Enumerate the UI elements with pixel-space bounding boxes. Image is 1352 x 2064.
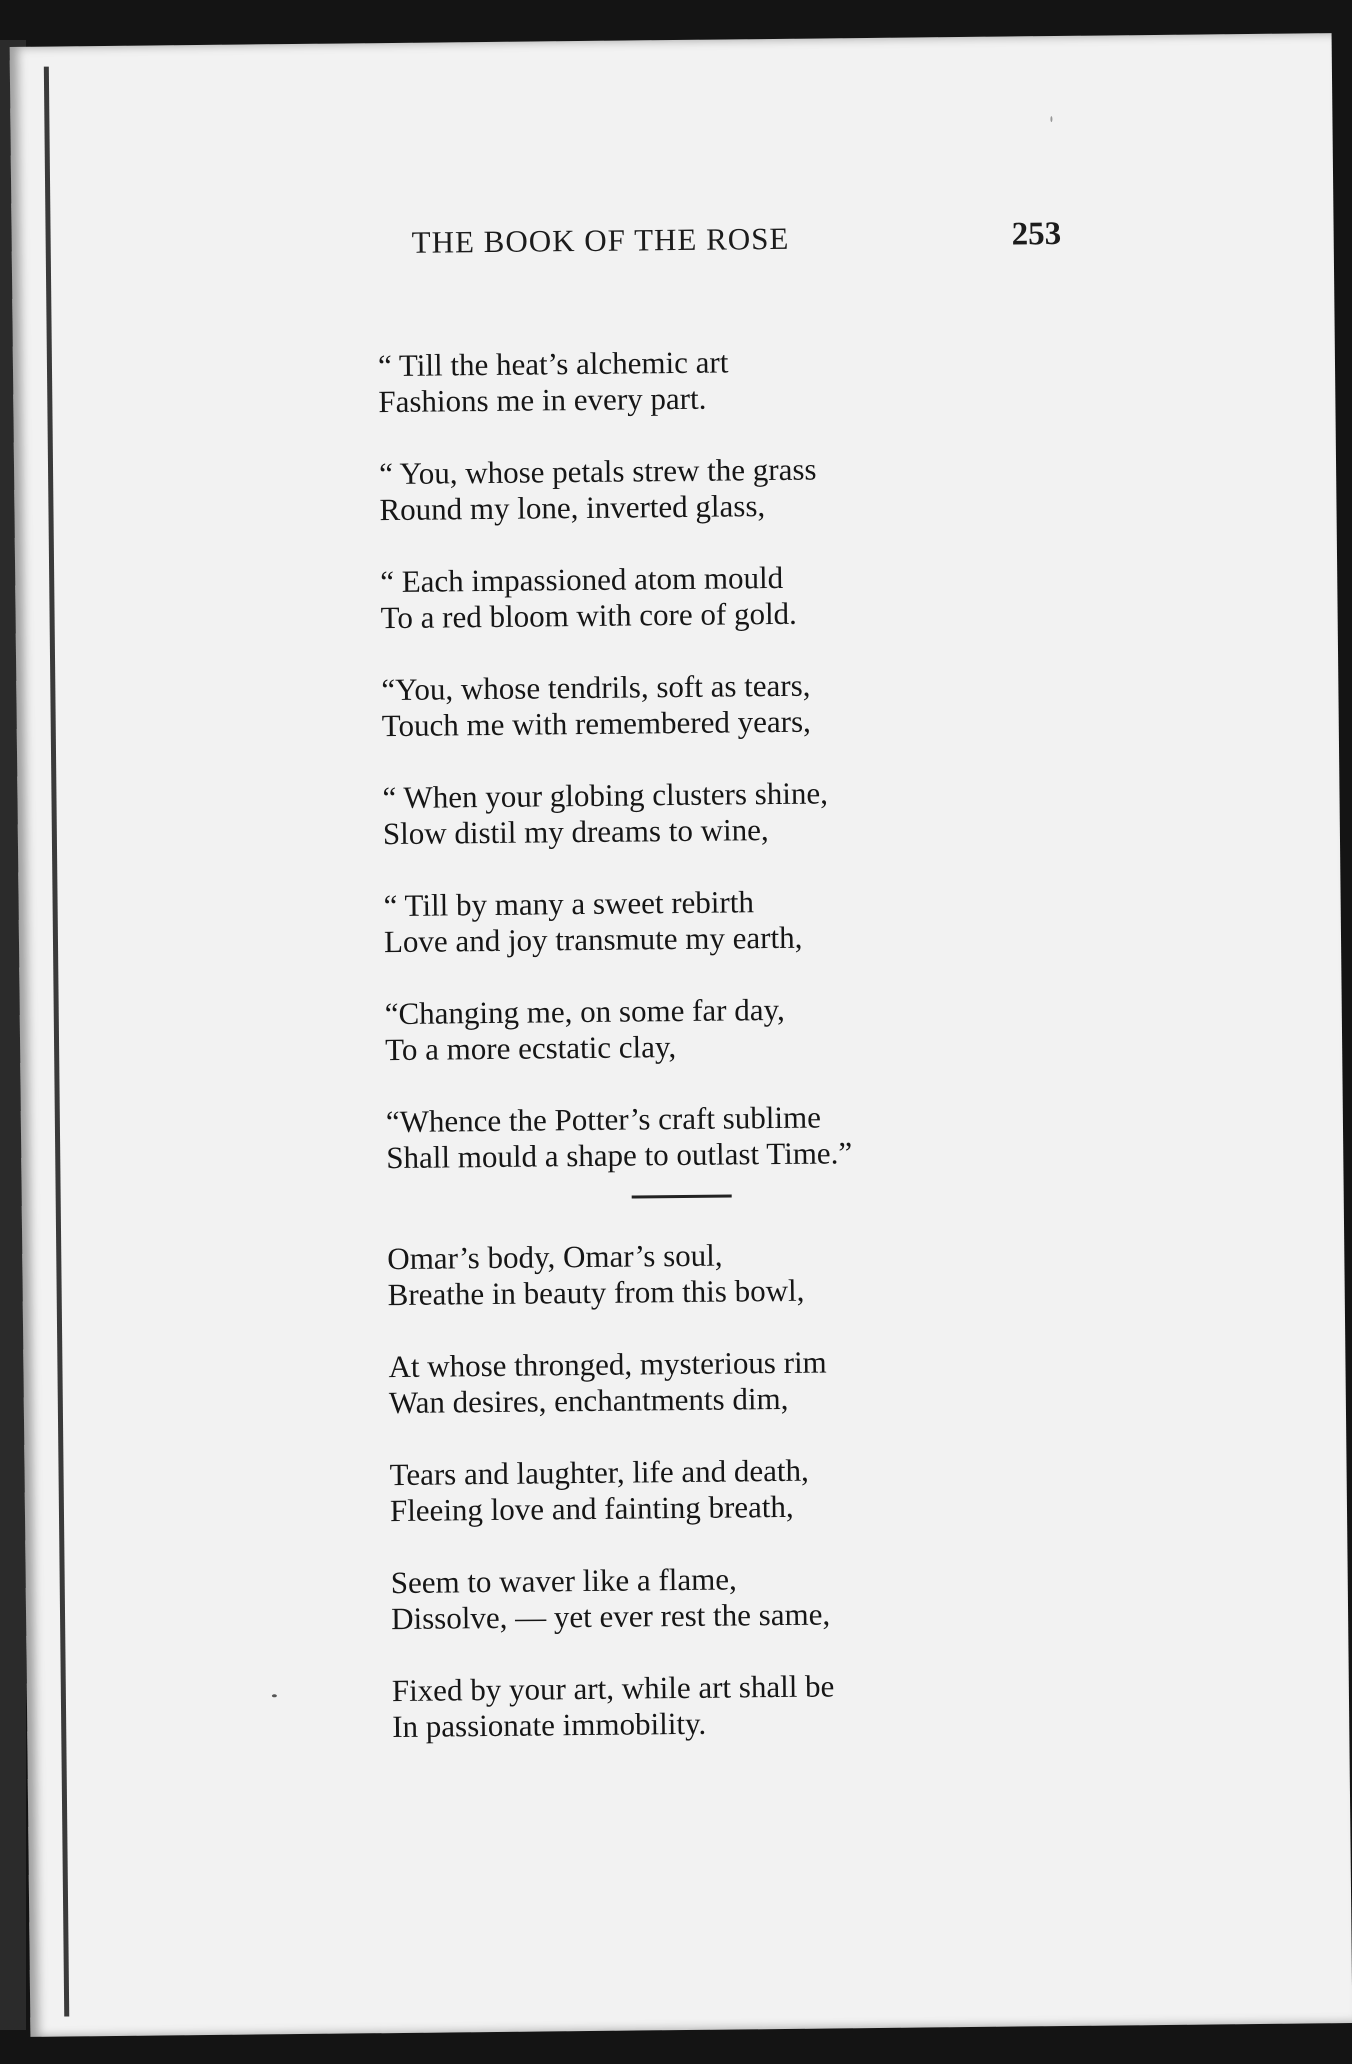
- poem-line: “ Till the heat’s alchemic art: [377, 344, 729, 384]
- poem-line: Fashions me in every part.: [378, 380, 707, 420]
- page-binding-shadow: [44, 67, 69, 2017]
- stanza: [378, 341, 1059, 420]
- running-title: THE BOOK OF THE ROSE: [411, 220, 790, 260]
- poem-line: “ Till by many a sweet rebirth: [383, 884, 755, 924]
- stanza: [386, 1097, 1067, 1176]
- poem-body: [378, 341, 1073, 1781]
- poem-line: Dissolve, — yet ever rest the same,: [390, 1596, 831, 1637]
- paper-speck: [1050, 116, 1052, 122]
- poem-line: At whose thronged, mysterious rim: [388, 1344, 827, 1385]
- stanza: [380, 557, 1061, 636]
- stanza: [387, 1234, 1068, 1313]
- poem-line: In passionate immobility.: [392, 1705, 707, 1745]
- stanza: [383, 881, 1064, 960]
- poem-line: “ Each impassioned atom mould: [380, 559, 784, 600]
- stanza: [379, 449, 1060, 528]
- poem-line: “Whence the Potter’s craft sublime: [385, 1099, 822, 1140]
- poem-line: “Changing me, on some far day,: [384, 991, 785, 1032]
- paper-speck: [272, 1694, 277, 1697]
- section-divider: [632, 1194, 732, 1198]
- poem-line: Slow distil my dreams to wine,: [382, 812, 769, 852]
- book-page: [10, 33, 1352, 2037]
- poem-line: Fixed by your art, while art shall be: [391, 1668, 835, 1709]
- stanza: [382, 773, 1063, 852]
- page-number: 253: [1011, 215, 1062, 253]
- stanza: [381, 665, 1062, 744]
- poem-line: To a red bloom with core of gold.: [380, 595, 798, 636]
- poem-line: Shall mould a shape to outlast Time.”: [386, 1135, 853, 1176]
- poem-line: To a more ecstatic clay,: [384, 1029, 677, 1068]
- stanza: [391, 1558, 1072, 1637]
- poem-line: Tears and laughter, life and death,: [389, 1452, 809, 1493]
- poem-line: “ You, whose petals strew the grass: [378, 451, 817, 492]
- stanza: [389, 1450, 1070, 1529]
- stanza: [388, 1342, 1069, 1421]
- stanza: [385, 989, 1066, 1068]
- poem-line: Love and joy transmute my earth,: [383, 919, 803, 960]
- poem-line: “ When your globing clusters shine,: [382, 775, 829, 816]
- poem-line: Touch me with remembered years,: [381, 703, 811, 744]
- poem-line: Breathe in beauty from this bowl,: [387, 1272, 805, 1313]
- poem-line: Seem to waver like a flame,: [390, 1561, 737, 1601]
- running-head: [412, 217, 1133, 281]
- poem-line: Fleeing love and fainting breath,: [389, 1488, 794, 1529]
- poem-line: Wan desires, enchantments dim,: [388, 1380, 789, 1421]
- stanza: [392, 1666, 1073, 1745]
- poem-line: “You, whose tendrils, soft as tears,: [381, 667, 811, 708]
- poem-line: Round my lone, inverted glass,: [379, 488, 766, 528]
- poem-line: Omar’s body, Omar’s soul,: [387, 1237, 723, 1277]
